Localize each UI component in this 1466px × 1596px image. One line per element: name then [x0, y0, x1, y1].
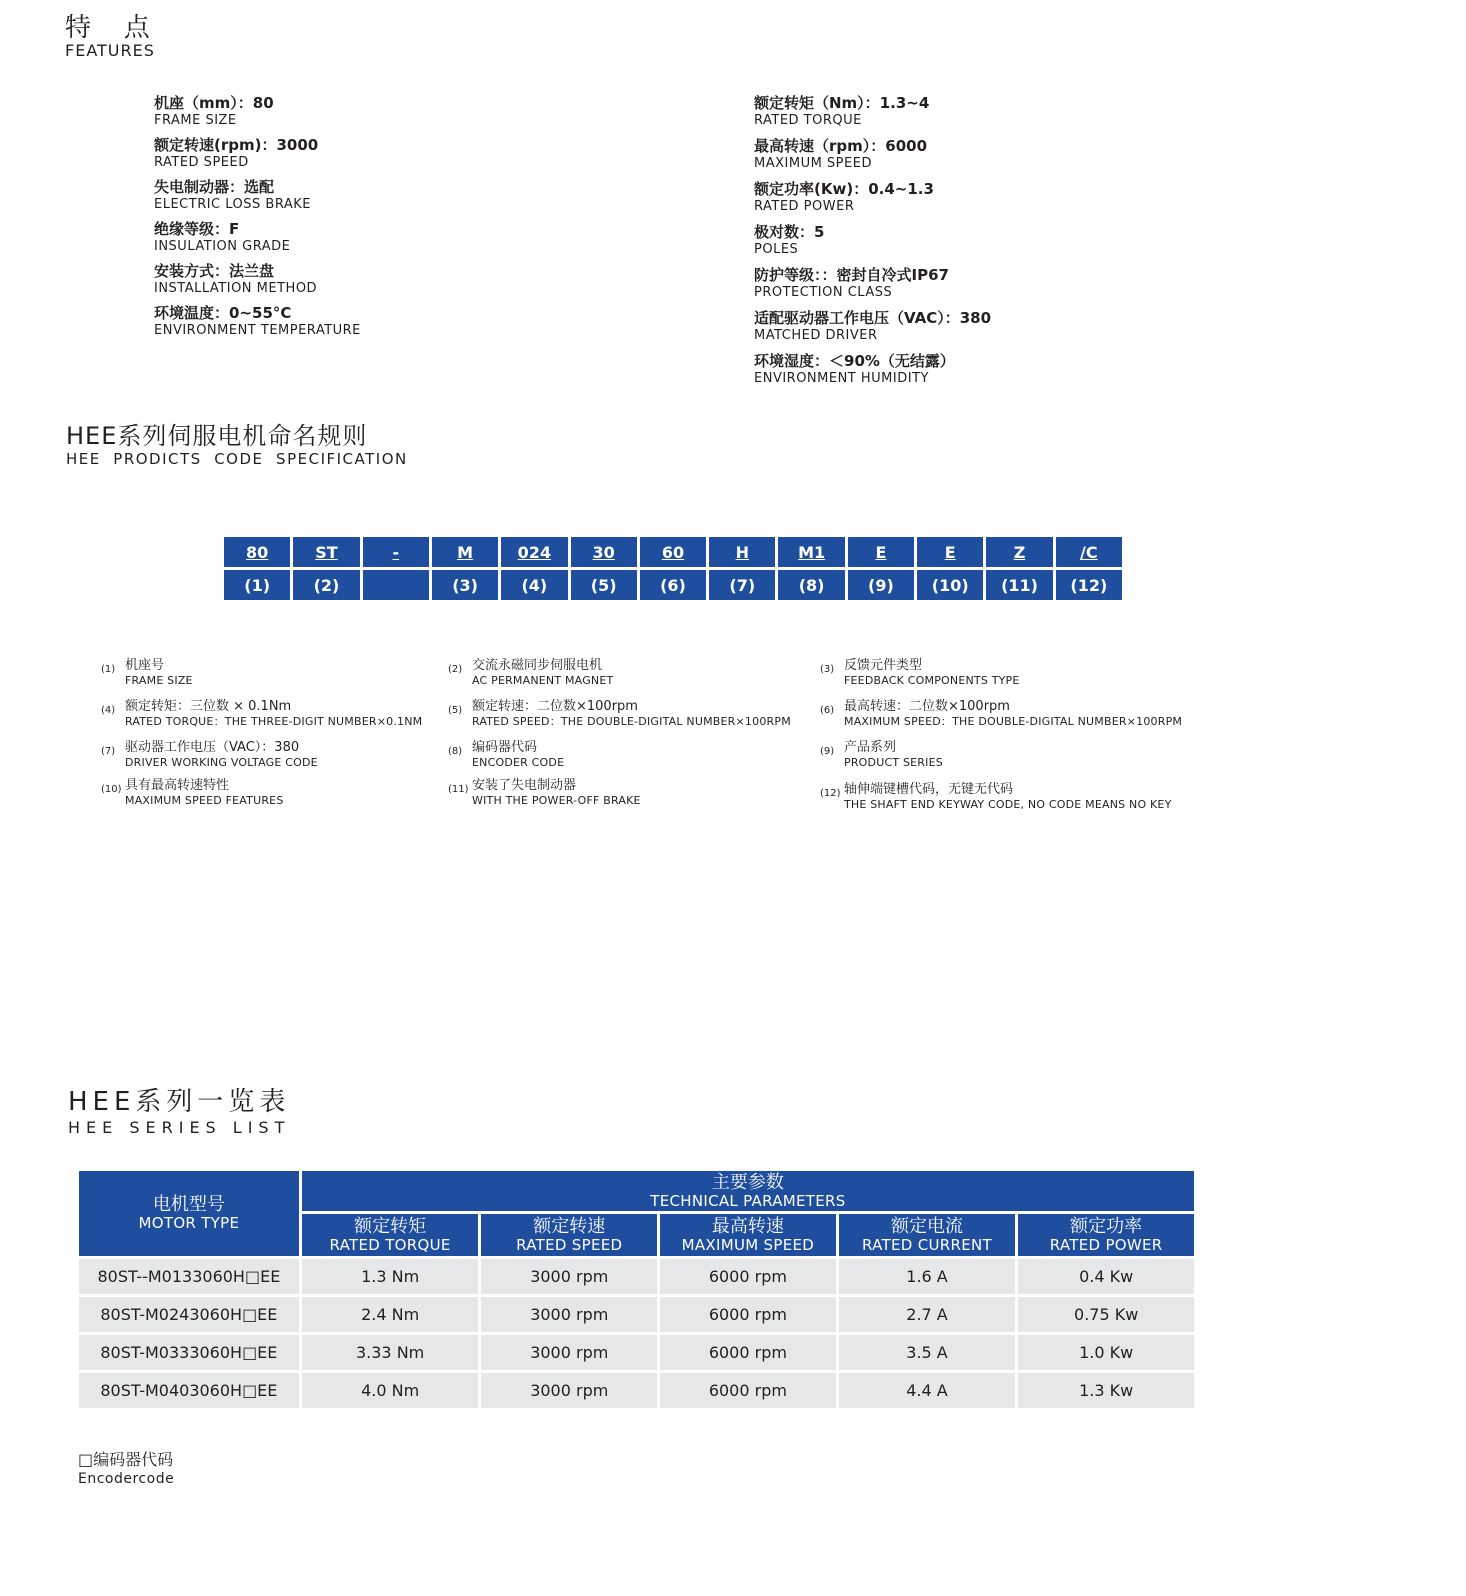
cell-rated-speed: 3000 rpm [481, 1259, 657, 1294]
feature-label-en: PROTECTION CLASS [754, 285, 893, 300]
index-cell: (12) [1056, 570, 1122, 600]
header-en: TECHNICAL PARAMETERS [650, 1191, 846, 1210]
cell-motor-type: 80ST-M0243060H□EE [79, 1297, 299, 1332]
feature-label-en: INSULATION GRADE [154, 239, 291, 254]
table-row [79, 1259, 1194, 1294]
code-cell [224, 537, 290, 567]
code-cell [432, 537, 498, 567]
feature-label-en: RATED SPEED [154, 155, 249, 170]
legend-label-cn: 最高转速：二位数×100rpm [844, 699, 1010, 714]
cell-motor-type: 80ST-M0403060H□EE [79, 1373, 299, 1408]
legend-label-cn: 额定转矩：三位数 × 0.1Nm [125, 699, 292, 714]
code-cell [986, 537, 1052, 567]
cell-rated-power: 1.0 Kw [1018, 1335, 1194, 1370]
legend-number: (9) [820, 746, 835, 757]
cell-motor-type: 80ST-M0333060H□EE [79, 1335, 299, 1370]
cell-rated-speed: 3000 rpm [481, 1335, 657, 1370]
header-cn: 电机型号 [152, 1194, 225, 1215]
feature-label-en: ENVIRONMENT TEMPERATURE [154, 323, 361, 338]
encoder-footnote [78, 1450, 174, 1488]
index-cell: (3) [432, 570, 498, 600]
index-cell: (6) [640, 570, 706, 600]
legend-number: (2) [448, 664, 463, 675]
code-cell [917, 537, 983, 567]
cell-rated-power: 0.4 Kw [1018, 1259, 1194, 1294]
feature-label-cn: 机座（mm）：80 [154, 94, 274, 112]
feature-label-en: INSTALLATION METHOD [154, 281, 318, 296]
features-header [65, 14, 155, 60]
header-cn: 最高转速 [711, 1215, 784, 1237]
feature-label-en: ENVIRONMENT HUMIDITY [754, 371, 929, 386]
feature-label-en: POLES [754, 242, 799, 257]
legend-label-en: MAXIMUM SPEED FEATURES [125, 794, 284, 807]
feature-label-en: MAXIMUM SPEED [754, 156, 872, 171]
cell-rated-torque: 2.4 Nm [302, 1297, 479, 1332]
table-row [79, 1297, 1194, 1332]
feature-label-cn: 适配驱动器工作电压（VAC）：380 [754, 309, 992, 327]
cell-rated-current: 4.4 A [839, 1373, 1016, 1408]
features-title-en: FEATURES [65, 41, 155, 60]
header-en: MAXIMUM SPEED [681, 1235, 815, 1254]
legend-label-cn: 机座号 [125, 658, 165, 673]
footnote-cn: □编码器代码 [78, 1450, 174, 1469]
index-cell: (4) [501, 570, 567, 600]
feature-rated-power [754, 179, 934, 215]
feature-brake [154, 177, 311, 213]
code-value: Z [1013, 542, 1026, 562]
code-value: /C [1080, 542, 1098, 562]
legend-label-en: PRODUCT SERIES [844, 756, 943, 769]
code-cell [501, 537, 567, 567]
code-value: 30 [592, 542, 615, 562]
header-cn: 额定功率 [1070, 1215, 1143, 1237]
legend-number: (6) [820, 705, 835, 716]
legend-label-cn: 交流永磁同步伺服电机 [472, 658, 603, 673]
cell-rated-current: 3.5 A [839, 1335, 1016, 1370]
code-value: H [735, 542, 749, 562]
legend-label-en: RATED TORQUE：THE THREE-DIGIT NUMBER×0.1NM [125, 715, 423, 728]
legend-label-en: MAXIMUM SPEED：THE DOUBLE-DIGITAL NUMBER×100RPM [844, 715, 1183, 728]
feature-rated-torque [754, 93, 929, 129]
index-cell: (9) [848, 570, 914, 600]
legend-label-en: ENCODER CODE [472, 756, 565, 769]
code-value: E [875, 542, 887, 562]
header-cn: 额定电流 [891, 1215, 963, 1237]
legend-label-cn: 反馈元件类型 [844, 658, 923, 673]
feature-label-cn: 环境温度：0~55°C [154, 304, 292, 322]
index-cell [363, 570, 429, 600]
feature-installation [154, 261, 317, 297]
feature-label-cn: 额定功率(Kw)：0.4~1.3 [754, 180, 934, 198]
feature-label-cn: 最高转速（rpm）：6000 [754, 137, 928, 155]
cell-maximum-speed: 6000 rpm [660, 1259, 836, 1294]
legend-number: (4) [101, 705, 116, 716]
code-cell [363, 537, 429, 567]
feature-rated-speed [154, 135, 318, 171]
feature-label-cn: 额定转速(rpm)：3000 [154, 136, 319, 154]
code-cell [778, 537, 844, 567]
code-cell [1056, 537, 1122, 567]
series-title-cn: HEE系列一览表 [68, 1087, 291, 1117]
cell-maximum-speed: 6000 rpm [660, 1373, 836, 1408]
cell-motor-type: 80ST--M0133060H□EE [79, 1259, 299, 1294]
legend-label-en: THE SHAFT END KEYWAY CODE, NO CODE MEANS NO KEY [844, 798, 1172, 811]
feature-label-en: ELECTRIC LOSS BRAKE [154, 197, 311, 212]
feature-poles [754, 222, 824, 258]
legend-number: (8) [448, 746, 463, 757]
header-en: RATED SPEED [516, 1235, 623, 1254]
feature-label-cn: 失电制动器：选配 [154, 178, 275, 196]
code-value: 80 [246, 542, 269, 562]
feature-label-cn: 极对数：5 [754, 223, 825, 241]
header-cn: 主要参数 [711, 1171, 784, 1193]
cell-maximum-speed: 6000 rpm [660, 1335, 836, 1370]
legend-label-cn: 额定转速：二位数×100rpm [472, 699, 638, 714]
legend-label-cn: 编码器代码 [472, 740, 538, 755]
cell-rated-torque: 4.0 Nm [302, 1373, 479, 1408]
code-value: ST [315, 542, 338, 562]
index-cell: (7) [709, 570, 775, 600]
index-cell: (5) [571, 570, 637, 600]
column-header-rated-torque [302, 1214, 479, 1256]
feature-matched-driver [754, 308, 991, 344]
cell-rated-power: 0.75 Kw [1018, 1297, 1194, 1332]
column-header-rated-power [1018, 1214, 1194, 1256]
technical-parameters-header [302, 1171, 1194, 1211]
legend-label-cn: 驱动器工作电压（VAC）：380 [125, 740, 300, 755]
feature-label-cn: 防护等级：：密封自冷式IP67 [754, 266, 949, 284]
legend-label-en: DRIVER WORKING VOLTAGE CODE [125, 756, 318, 769]
series-header [68, 1088, 290, 1137]
feature-protection-class [754, 265, 949, 301]
naming-title-cn: HEE系列伺服电机命名规则 [66, 422, 368, 450]
code-value: 024 [517, 542, 552, 562]
feature-label-cn: 安装方式：法兰盘 [154, 262, 275, 280]
feature-label-en: RATED POWER [754, 199, 855, 214]
header-en: MOTOR TYPE [138, 1214, 240, 1232]
header-cn: 额定转速 [533, 1215, 606, 1237]
column-header-rated-current [839, 1214, 1016, 1256]
feature-label-cn: 环境湿度：＜90%（无结露） [754, 352, 955, 370]
code-value: - [392, 542, 400, 562]
naming-title-en: HEE PRODICTS CODE SPECIFICATION [66, 450, 408, 468]
cell-rated-speed: 3000 rpm [481, 1373, 657, 1408]
header-en: RATED TORQUE [329, 1235, 451, 1254]
legend-number: (11) [448, 784, 469, 795]
cell-rated-power: 1.3 Kw [1018, 1373, 1194, 1408]
code-value: E [944, 542, 956, 562]
legend-label-cn: 安装了失电制动器 [472, 778, 577, 793]
index-cell: (11) [986, 570, 1052, 600]
legend-label-cn: 具有最高转速特性 [125, 778, 230, 793]
code-cell [709, 537, 775, 567]
code-value: M1 [798, 542, 826, 562]
feature-label-en: RATED TORQUE [754, 113, 862, 128]
index-cell: (10) [917, 570, 983, 600]
legend-number: (12) [820, 788, 841, 799]
feature-label-en: FRAME SIZE [154, 113, 237, 128]
column-header-rated-speed [481, 1214, 657, 1256]
cell-rated-torque: 3.33 Nm [302, 1335, 479, 1370]
legend-label-en: AC PERMANENT MAGNET [472, 674, 614, 687]
legend-label-en: FRAME SIZE [125, 674, 193, 687]
legend-label-cn: 产品系列 [844, 740, 897, 755]
legend-label-en: FEEDBACK COMPONENTS TYPE [844, 674, 1020, 687]
series-table [76, 1168, 1197, 1411]
legend-number: (1) [101, 664, 116, 675]
series-title-en: HEE SERIES LIST [68, 1118, 291, 1137]
index-cell: (8) [778, 570, 844, 600]
code-value: 60 [661, 542, 685, 562]
cell-rated-speed: 3000 rpm [481, 1297, 657, 1332]
legend-label-cn: 轴伸端键槽代码，无键无代码 [844, 782, 1014, 797]
header-en: RATED CURRENT [862, 1235, 992, 1254]
feature-label-cn: 额定转矩（Nm）：1.3~4 [754, 94, 930, 112]
cell-rated-current: 1.6 A [839, 1259, 1016, 1294]
legend-number: (10) [101, 784, 122, 795]
motor-type-header [79, 1171, 299, 1256]
feature-env-temperature [154, 303, 361, 339]
naming-header [66, 422, 408, 468]
cell-maximum-speed: 6000 rpm [660, 1297, 836, 1332]
legend-label-en: RATED SPEED：THE DOUBLE-DIGITAL NUMBER×100RPM [472, 715, 791, 728]
feature-label-cn: 绝缘等级：F [154, 220, 240, 238]
code-cell [640, 537, 706, 567]
legend-number: (3) [820, 664, 835, 675]
table-row [79, 1373, 1194, 1408]
feature-frame-size [154, 93, 274, 129]
code-grid [224, 537, 1122, 600]
legend-number: (7) [101, 746, 116, 757]
legend-number: (5) [448, 705, 463, 716]
header-cn: 额定转矩 [354, 1215, 427, 1237]
index-cell: (2) [293, 570, 359, 600]
code-cell [293, 537, 359, 567]
feature-label-en: MATCHED DRIVER [754, 328, 878, 343]
feature-env-humidity [754, 351, 955, 387]
code-value: M [457, 542, 474, 562]
cell-rated-current: 2.7 A [839, 1297, 1016, 1332]
legend-label-en: WITH THE POWER-OFF BRAKE [472, 794, 641, 807]
features-title-cn: 特 点 [65, 13, 152, 43]
feature-insulation [154, 219, 290, 255]
index-cell: (1) [224, 570, 290, 600]
cell-rated-torque: 1.3 Nm [302, 1259, 479, 1294]
column-header-maximum-speed [660, 1214, 836, 1256]
footnote-en: Encodercode [78, 1471, 175, 1487]
code-cell [571, 537, 637, 567]
header-en: RATED POWER [1049, 1235, 1163, 1254]
table-row [79, 1335, 1194, 1370]
code-cell [848, 537, 914, 567]
feature-max-speed [754, 136, 927, 172]
